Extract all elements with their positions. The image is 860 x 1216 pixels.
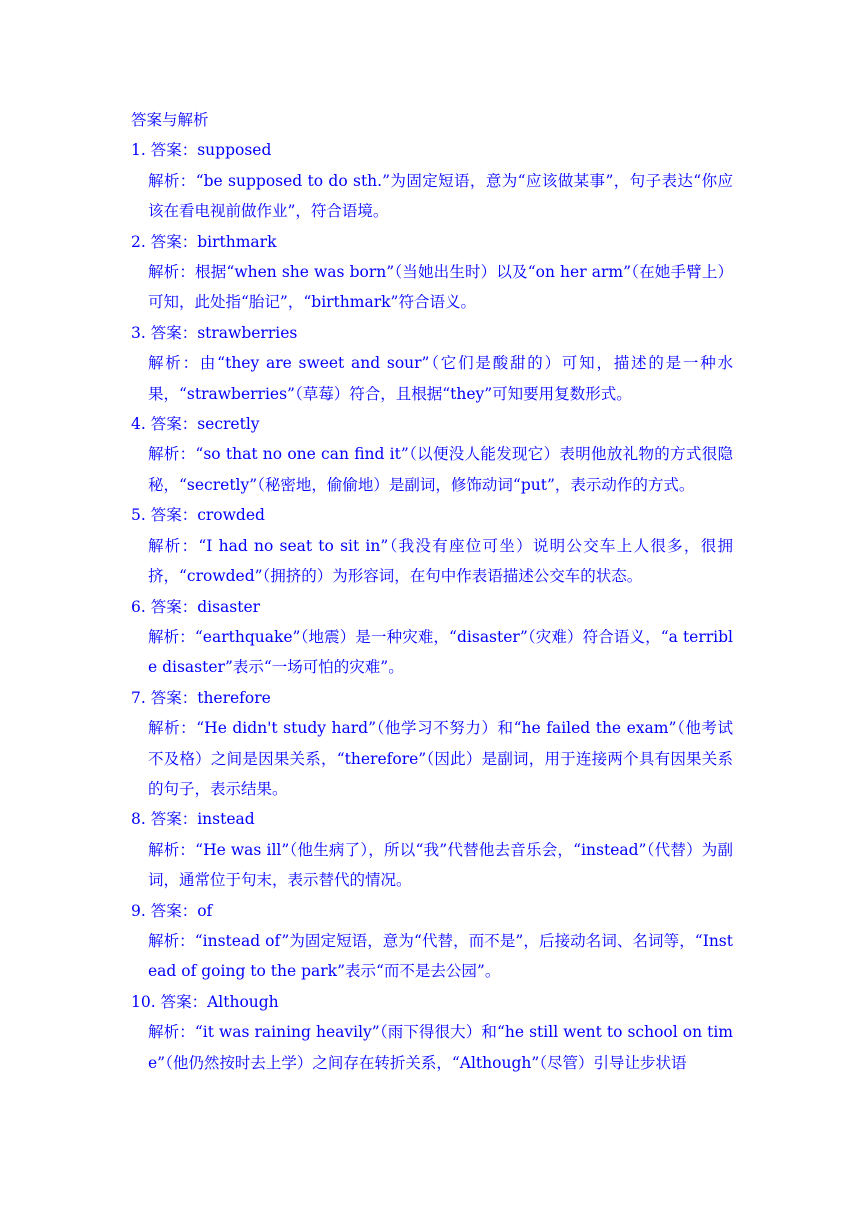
answer-4: 4. 答案：secretly	[131, 415, 260, 434]
explanation-10: 解析：“it was raining heavily”（雨下得很大）和“he still went to school on time”（他仍然按时去上学）之间存在转折关系，“Although”（尽管）引导让步状语	[148, 1023, 733, 1072]
answer-9: 9. 答案：of	[131, 901, 213, 920]
explanation-9: 解析：“instead of”为固定短语，意为“代替，而不是”，后接动名词、名词等，“Instead of going to the park”表示“而不是去公园”。	[148, 931, 733, 981]
explanation-1: 解析：“be supposed to do sth.”为固定短语，意为“应该做某事”，句子表达“你应该在看电视前做作业”，符合语境。	[148, 171, 733, 221]
answer-1: 1. 答案：supposed	[131, 141, 272, 160]
answer-6: 6. 答案：disaster	[131, 597, 261, 616]
answer-2: 2. 答案：birthmark	[131, 232, 277, 251]
answer-3: 3. 答案：strawberries	[131, 323, 298, 342]
answer-10: 10. 答案：Although	[131, 992, 279, 1011]
explanation-4: 解析：“so that no one can find it”（以便没人能发现它）表明他放礼物的方式很隐秘，“secretly”（秘密地，偷偷地）是副词，修饰动词“put”，表示动作的方式。	[148, 445, 733, 494]
answer-7: 7. 答案：therefore	[131, 688, 271, 707]
answer-5: 5. 答案：crowded	[131, 506, 265, 525]
answer-section	[131, 105, 733, 1078]
explanation-5: 解析：“I had no seat to sit in”（我没有座位可坐）说明公交车上人很多，很拥挤，“crowded”（拥挤的）为形容词，在句中作表语描述公交车的状态。	[148, 536, 733, 586]
section-heading: 答案与解析	[131, 111, 209, 129]
answer-8: 8. 答案：instead	[131, 810, 255, 829]
explanation-2: 解析：根据“when she was born”（当她出生时）以及“on her arm”（在她手臂上）可知，此处指“胎记”，“birthmark”符合语义。	[148, 263, 733, 312]
explanation-6: 解析：“earthquake”（地震）是一种灾难，“disaster”（灾难）符合语义，“a terrible disaster”表示“一场可怕的灾难”。	[148, 627, 733, 677]
explanation-3: 解析：由“they are sweet and sour”（它们是酸甜的）可知，描述的是一种水果，“strawberries”（草莓）符合，且根据“they”可知要用复数形式。	[148, 354, 733, 403]
explanation-7: 解析：“He didn't study hard”（他学习不努力）和“he failed the exam”（他考试不及格）之间是因果关系，“therefore”（因此）是副词，用于连接两个具有因果关系的句子，表示结果。	[148, 719, 733, 798]
explanation-8: 解析：“He was ill”（他生病了），所以“我”代替他去音乐会，“instead”（代替）为副词，通常位于句末，表示替代的情况。	[148, 840, 733, 890]
